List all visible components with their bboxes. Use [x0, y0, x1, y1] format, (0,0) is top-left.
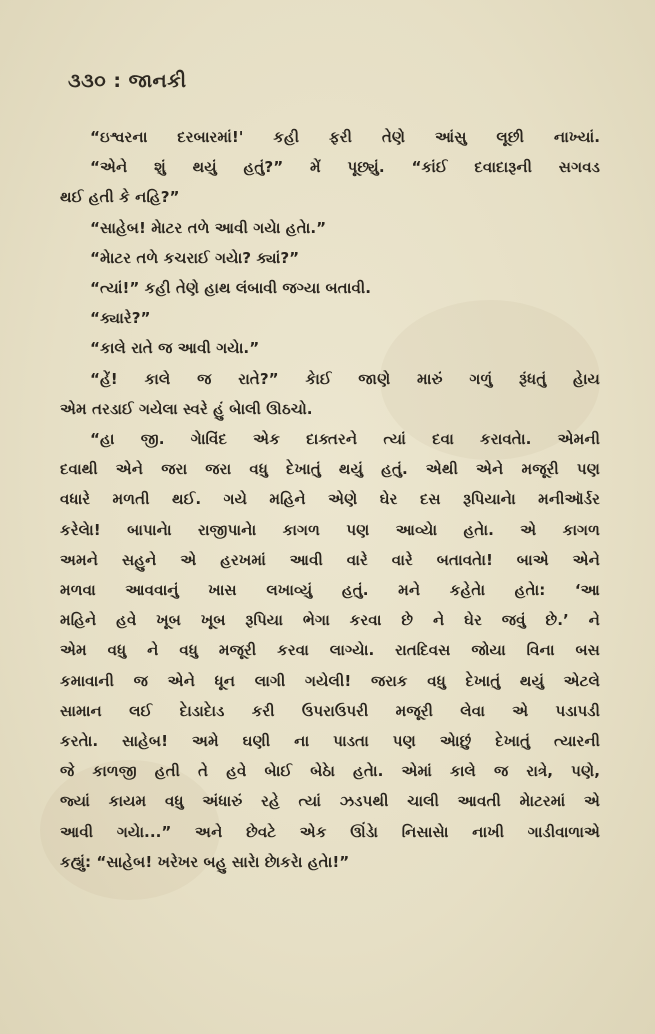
text-line: મહિને હવે ખૂબ ખૂબ રૂપિયા ભેગા કરવા છે ને ઘેર જવું છે.’ ને: [60, 611, 600, 630]
text-line: આવી ગયેા...” અને છેવટે એક ઊંડેા નિસાસેા નાખી ગાડીવાળાએ: [60, 822, 600, 841]
text-line: “હેં! કાલે જ રાતે?” કેાઈ જાણે મારું ગળું રૂંધતું હેાય: [90, 369, 600, 388]
text-line: કહ્યું: “સાહેબ! ખરેખર બહુ સારેા છેાકરેા હતેા!”: [60, 852, 350, 871]
text-line: એમ વધુ ને વધુ મજૂરી કરવા લાગ્યેા. રાતદિવસ જોયા વિના બસ: [60, 641, 600, 660]
text-line: “કાલે રાતે જ આવી ગયેા.”: [90, 339, 260, 358]
text-line: થઈ હતી કે નહિ?”: [60, 188, 180, 207]
text-line: જ્યાં કાયમ વધુ અંધારું રહે ત્યાં ઝડપથી ચાલી આવતી મેાટરમાં એ: [60, 792, 600, 811]
text-line: કમાવાની જ એને ધૂન લાગી ગયેલી! જરાક વધુ દેખાતું થયું એટલે: [60, 671, 600, 690]
text-line: “મેાટર તળે કચરાઈ ગયેા? ક્યાં?”: [90, 248, 300, 267]
text-line: અમને સહુને એ હરખમાં આવી વારે વારે બતાવતેા! બાએ એને: [60, 550, 600, 569]
text-line: “ઇશ્વરના દરબારમાં!' કહી ફરી તેણે આંસુ લૂછી નાખ્યાં.: [90, 128, 600, 146]
body-text: [60, 122, 600, 877]
text-line: કરતેા. સાહેબ! અમે ઘણી ના પાડતા પણ એાછું દેખાતું ત્યારની: [60, 732, 600, 751]
text-line: “એને શું થયું હતું?” મેં પૂછ્યું. “કાંઈ દવાદારૂની સગવડ: [90, 158, 600, 177]
text-line: કરેલેા! બાપાનેા રાજીપાનેા કાગળ પણ આવ્યેા હતેા. એ કાગળ: [60, 520, 600, 539]
text-line: મળવા આવવાનું ખાસ લખાવ્યું હતું. મને કહેતેા હતેા: ‘આ: [60, 581, 600, 600]
text-line: દવાથી એને જરા જરા વધુ દેખાતું થયું હતું. એથી એને મજૂરી પણ: [60, 460, 600, 479]
text-line: વધારે મળતી થઈ. ગયે મહિને એણે ઘેર દસ રૂપિયાનેા મનીઑર્ડર: [60, 490, 600, 509]
running-head: ૩૩૦ : જાનકી: [68, 70, 187, 92]
text-line: “ક્યારે?”: [90, 309, 151, 328]
text-line: સામાન લઈ દેાડાદેાડ કરી ઉપરાઉપરી મજૂરી લેવા એ પડાપડી: [60, 701, 600, 720]
text-line: જે કાળજી હતી તે હવે બેાઈ બેઠેા હતેા. એમાં કાલે જ રાત્રે, પણે,: [60, 762, 600, 781]
text-line: “હા જી. ગેાવિંદ એક દાક્તરને ત્યાં દવા કરાવતેા. એમની: [90, 430, 600, 449]
text-line: “ત્યાં!” કહી તેણે હાથ લંબાવી જગ્યા બતાવી.: [90, 279, 372, 298]
text-line: “સાહેબ! મેાટર તળે આવી ગયેા હતેા.”: [90, 218, 327, 237]
text-line: એમ તરડાઈ ગયેલા સ્વરે હું બેાલી ઊઠચો.: [60, 399, 313, 418]
